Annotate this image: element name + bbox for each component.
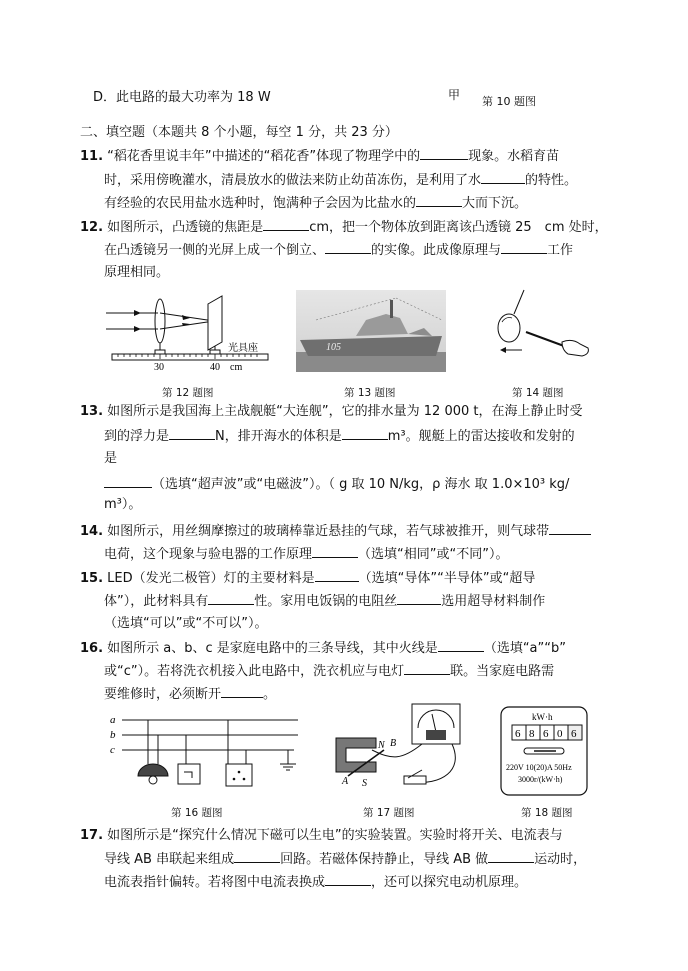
hand <box>562 340 588 356</box>
u-magnet <box>336 738 376 772</box>
q13-line4 <box>104 474 569 494</box>
q12-text: 的实像。此成像原理与 <box>371 243 502 258</box>
tick-40: 40 <box>210 362 220 372</box>
q12-text: 工作 <box>547 243 574 258</box>
q15-line3: （选填“可以”或“不可以”）。 <box>104 616 268 631</box>
blank[interactable] <box>325 240 371 254</box>
q11-text: 现象。水稻育苗 <box>468 149 560 164</box>
q13-line2 <box>104 426 575 446</box>
refracted-ray <box>160 321 214 329</box>
q16-line3 <box>104 684 276 704</box>
q13-text: 到的浮力是 <box>104 429 170 444</box>
q15-text: （选填“导体”“半导体”或“超导 <box>358 571 536 586</box>
label-s: S <box>362 778 367 789</box>
blank[interactable] <box>263 217 309 231</box>
bench-label: 光具座 <box>228 343 258 354</box>
meter-spec-2: 3000r/(kW·h) <box>518 775 563 784</box>
q11-line1 <box>80 146 559 166</box>
q11-text: 的特性。 <box>525 173 578 188</box>
q17-number: 17. <box>80 828 104 843</box>
q12-line3: 原理相同。 <box>104 265 170 280</box>
blank[interactable] <box>325 872 371 886</box>
fig17-caption: 第 17 题图 <box>363 807 415 819</box>
balloon <box>498 314 520 342</box>
section-heading: 二、填空题（本题共 8 个小题，每空 1 分，共 23 分） <box>80 125 398 140</box>
q13-text: N，排开海水的体积是 <box>215 429 342 444</box>
q16-line1 <box>80 638 566 658</box>
q11-text: 大而下沉。 <box>462 196 528 211</box>
fig12-caption: 第 12 题图 <box>162 387 214 399</box>
tick-30: 30 <box>154 362 164 372</box>
ammeter-base <box>426 730 446 740</box>
q11-line3 <box>104 193 527 213</box>
blank[interactable] <box>481 170 525 184</box>
label-b: B <box>390 738 397 749</box>
arrowhead <box>134 326 141 332</box>
blank[interactable] <box>404 661 450 675</box>
q14-line2 <box>104 544 508 564</box>
q13-line1 <box>80 402 583 421</box>
q15-number: 15. <box>80 571 104 586</box>
q15-line2 <box>104 591 545 611</box>
q17-text: 导线 AB 串联起来组成 <box>104 852 235 867</box>
knife-switch <box>404 776 426 784</box>
lens-holder <box>155 350 165 354</box>
blank[interactable] <box>312 544 358 558</box>
q17-text: 如图所示是“探究什么情况下磁可以生电”的实验装置。实验时将开关、电流表与 <box>107 828 563 843</box>
q12-text: 如图所示，凸透镜的焦距是 <box>107 220 264 235</box>
convex-lens <box>155 299 165 343</box>
meter-digit: 8 <box>529 728 535 740</box>
fig18-electric-meter <box>500 706 588 796</box>
q15-text: 选用超导材料制作 <box>441 594 546 609</box>
q16-number: 16. <box>80 641 104 656</box>
q11-line2 <box>104 170 577 190</box>
q11-text: “稻花香里说丰年”中描述的“稻花香”体现了物理学中的 <box>107 149 421 164</box>
fig13-caption: 第 13 题图 <box>344 387 396 399</box>
meter-digit: 0 <box>557 728 563 740</box>
fig10-caption: 第 10 题图 <box>482 95 536 108</box>
q12-text: 在凸透镜另一侧的光屏上成一个倒立、 <box>104 243 326 258</box>
blank[interactable] <box>438 638 484 652</box>
meter-digit: 6 <box>515 728 521 740</box>
lamp-shade <box>138 764 168 776</box>
unit-cm: cm <box>230 362 243 372</box>
q17-line3 <box>104 872 527 892</box>
q14-text: 电荷，这个现象与验电器的工作原理 <box>104 547 313 562</box>
q16-line2 <box>104 661 554 681</box>
q17-text: 回路。若磁体保持静止，导线 AB 做 <box>280 852 489 867</box>
fig17-induction-setup <box>332 700 466 798</box>
fig12-optical-bench <box>104 292 270 372</box>
option-d: D．此电路的最大功率为 18 W <box>93 90 271 105</box>
q13-text: （选填“超声波”或“电磁波”）。（ g 取 10 N/kg，ρ 海水 取 1.0×10³ kg/ <box>152 477 570 492</box>
q14-number: 14. <box>80 524 104 539</box>
q17-text: 电流表指针偏转。若将图中电流表换成 <box>104 875 326 890</box>
arrowhead <box>134 310 141 316</box>
blank[interactable] <box>104 474 152 488</box>
meter-digit: 6 <box>571 728 577 740</box>
fig18-caption: 第 18 题图 <box>521 807 573 819</box>
q11-text: 时，采用傍晚灌水，清晨放水的做法来防止幼苗冻伤，是利用了水 <box>104 173 482 188</box>
bulb <box>149 776 157 784</box>
suspension-thread <box>514 290 524 314</box>
q14-text: （选填“相同”或“不同”）。 <box>358 547 509 562</box>
meter-digit: 6 <box>543 728 549 740</box>
q11-number: 11. <box>80 149 104 164</box>
q16-text: 要维修时，必须断开 <box>104 687 222 702</box>
q13-line3: 是 <box>104 451 118 466</box>
q12-line1 <box>80 217 608 237</box>
push-arrowhead <box>500 347 506 353</box>
q15-line1 <box>80 568 535 588</box>
blank[interactable] <box>549 521 591 535</box>
label-a: A <box>342 776 349 787</box>
q11-text: 有经验的农民用盐水选种时，饱满种子会因为比盐水的 <box>104 196 417 211</box>
q16-text: 如图所示 a、b、c 是家庭电路中的三条导线，其中火线是 <box>107 641 438 656</box>
hull-number: 105 <box>326 342 341 353</box>
q15-text: LED（发光二极管）灯的主要材料是 <box>107 571 315 586</box>
ship-mast <box>390 300 393 318</box>
q13-line5: m³）。 <box>104 497 142 512</box>
blank[interactable] <box>420 146 468 160</box>
glass-rod <box>526 332 564 346</box>
q12-number: 12. <box>80 220 104 235</box>
blank[interactable] <box>488 849 534 863</box>
q17-text: ，还可以探究电动机原理。 <box>371 875 528 890</box>
q13-number: 13. <box>80 404 104 419</box>
wall-socket <box>226 764 252 786</box>
meter-spec-1: 220V 10(20)A 50Hz <box>506 763 572 772</box>
fig14-balloon-rod <box>492 288 602 372</box>
blank[interactable] <box>342 426 388 440</box>
fig14-caption: 第 14 题图 <box>512 387 564 399</box>
q15-text: 性。家用电饭锅的电阻丝 <box>254 594 398 609</box>
q17-line2 <box>104 849 586 869</box>
fig16-caption: 第 16 题图 <box>171 807 223 819</box>
q16-text: 联。当家庭电路需 <box>450 664 555 679</box>
wire-label-c: c <box>110 744 115 756</box>
blank[interactable] <box>416 193 462 207</box>
q16-text: 。 <box>263 687 277 702</box>
q16-text: （选填“a”“b” <box>483 641 566 656</box>
q15-text: 体”），此材料具有 <box>104 594 209 609</box>
light-screen <box>208 296 222 350</box>
fig16-household-circuit <box>108 712 304 796</box>
blank[interactable] <box>221 684 263 698</box>
fig13-warship-photo <box>296 290 446 372</box>
meter-unit: kW·h <box>532 712 553 722</box>
blank[interactable] <box>208 591 254 605</box>
q12-text: cm，把一个物体放到距离该凸透镜 25 cm 处时， <box>309 220 608 235</box>
q13-text: 如图所示是我国海上主战舰艇“大连舰”，它的排水量为 12 000 t，在海上静止时受 <box>107 404 583 419</box>
q16-text: 或“c”）。若将洗衣机接入此电路中，洗衣机应与电灯 <box>104 664 405 679</box>
blank[interactable] <box>315 568 359 582</box>
q14-text: 如图所示，用丝绸摩擦过的玻璃棒靠近悬挂的气球，若气球被推开，则气球带 <box>107 524 550 539</box>
q17-text: 运动时， <box>534 852 587 867</box>
blank[interactable] <box>234 849 280 863</box>
q14-line1 <box>80 521 591 541</box>
wire-label-b: b <box>110 729 116 741</box>
blank[interactable] <box>501 240 547 254</box>
blank[interactable] <box>169 426 215 440</box>
q17-line1 <box>80 826 563 845</box>
blank[interactable] <box>397 591 441 605</box>
q12-line2 <box>104 240 573 260</box>
label-n: N <box>378 740 385 751</box>
wire-label-a: a <box>110 714 116 726</box>
jia-label: 甲 <box>448 88 461 102</box>
wall-switch <box>178 764 200 784</box>
screen-holder <box>210 350 220 354</box>
q13-text: m³。舰艇上的雷达接收和发射的 <box>387 429 575 444</box>
